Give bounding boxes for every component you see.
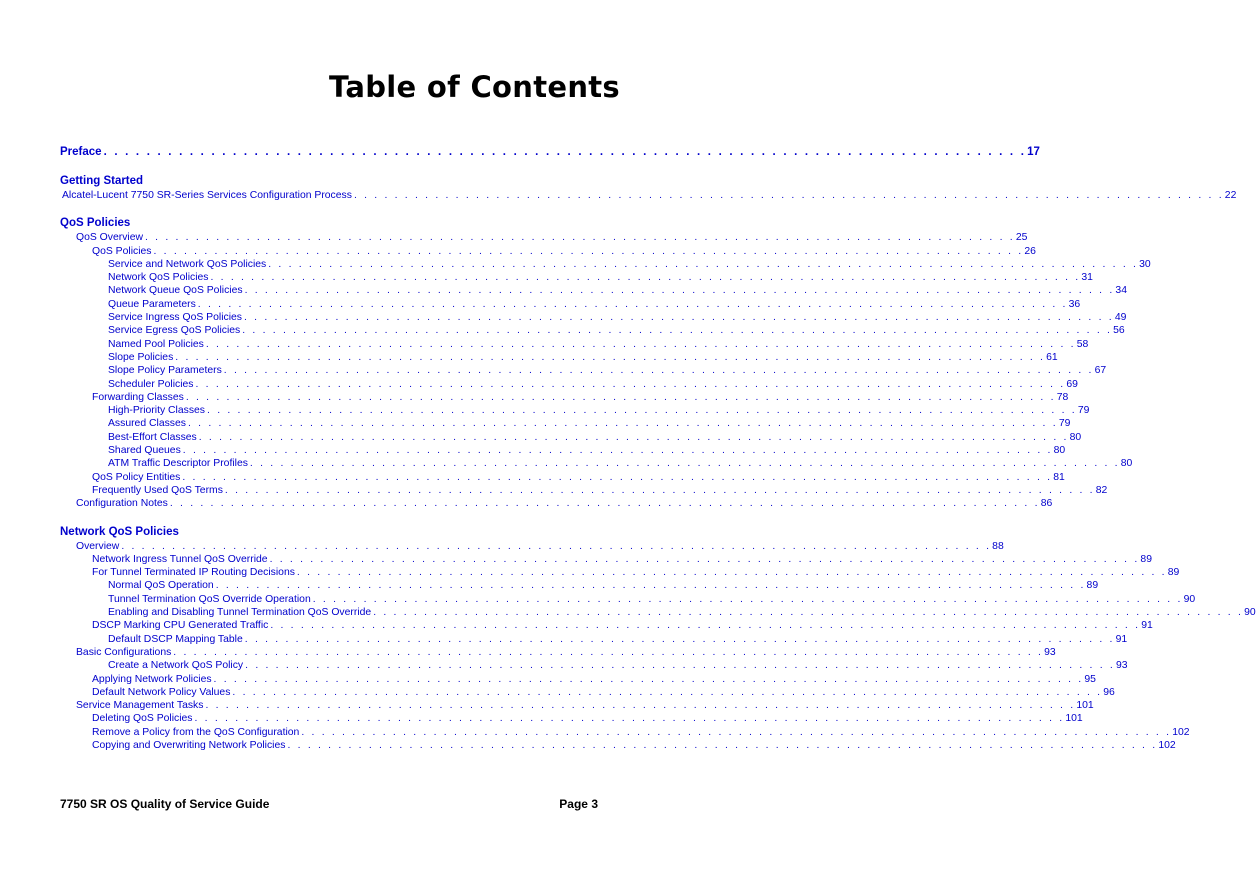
toc-entry-label: Scheduler Policies: [108, 378, 194, 390]
toc-entry[interactable]: [60, 633, 1128, 646]
dot-leader: . . . . . . . . . . . . . . . . . . . . . . . . . . . . . . . . . . . . . . . . . . . . . . . . . . . . . . . . . . . . . . . . . . . . . . . . . . . . . . . . . . . . . .: [175, 351, 1046, 363]
toc-entry[interactable]: [60, 497, 1053, 510]
dot-leader: . . . . . . . . . . . . . . . . . . . . . . . . . . . . . . . . . . . . . . . . . . . . . . . . . . . . . . . . . . . . . . . . . . . . . . . . . . . . . . . . . . . . . .: [269, 553, 1140, 565]
toc-entry[interactable]: [60, 699, 1094, 712]
toc-entry[interactable]: [60, 606, 1256, 619]
toc-entry-label: ATM Traffic Descriptor Profiles: [108, 458, 248, 470]
toc-entry-page: 80: [1053, 445, 1066, 457]
toc-entry[interactable]: [60, 298, 1081, 311]
toc-entry-label: Preface: [60, 146, 102, 158]
dot-leader: . . . . . . . . . . . . . . . . . . . . . . . . . . . . . . . . . . . . . . . . . . . . . . . . . . . . . . . . . . . . . . . . . . . . . . . . . . . . . . . . . . . . . .: [268, 258, 1139, 270]
toc-entry[interactable]: [60, 364, 1107, 377]
toc-entry[interactable]: [60, 284, 1127, 297]
toc-entry-page: 89: [1086, 580, 1099, 592]
toc-entry-label: Network QoS Policies: [108, 272, 209, 284]
toc-entry-label: Slope Policies: [108, 351, 174, 363]
toc-entry-page: 93: [1116, 660, 1128, 672]
toc-entry[interactable]: [60, 457, 1133, 470]
toc-entry-label: Frequently Used QoS Terms: [92, 484, 223, 496]
toc-entry-label: QoS Policies: [92, 245, 152, 257]
toc-entry-page: 78: [1056, 391, 1069, 403]
toc-entry-label: Overview: [76, 540, 120, 552]
dot-leader: . . . . . . . . . . . . . . . . . . . . . . . . . . . . . . . . . . . . . . . . . . . . . . . . . . . . . . . . . . . . . . . . . . . . . . . . . . . . . . . . . . . . . .: [243, 312, 1114, 324]
toc-entry-page: 90: [1183, 593, 1196, 605]
toc-entry-label: Network Ingress Tunnel QoS Override: [92, 553, 268, 565]
dot-leader: . . . . . . . . . . . . . . . . . . . . . . . . . . . . . . . . . . . . . . . . . . . . . . . . . . . . . . . . . . . . . . . . . . . . . . . . . . . . . . . . . . . . . .: [185, 391, 1056, 403]
toc-section: [60, 216, 1151, 510]
toc-entry-label: Copying and Overwriting Network Policies: [92, 739, 286, 751]
toc-entry-page: 101: [1076, 700, 1094, 712]
dot-leader: . . . . . . . . . . . . . . . . . . . . . . . . . . . . . . . . . . . . . . . . . . . . . . . . . . . . . . . . . . . . . . . . . . . . . . . . . . . . . . . . . . . . . .: [182, 471, 1053, 483]
dot-leader: . . . . . . . . . . . . . . . . . . . . . . . . . . . . . . . . . . . . . . . . . . . . . . . . . . . . . . . . . . . . . . . . . . . . . . . . . . . . . . . . . . . . . .: [296, 567, 1167, 579]
toc-entry[interactable]: [60, 189, 1237, 202]
toc-entry[interactable]: [60, 712, 1083, 725]
toc-entry[interactable]: [60, 471, 1065, 484]
toc-entry-label: Deleting QoS Policies: [92, 713, 193, 725]
toc-entry[interactable]: [60, 311, 1127, 324]
toc-entry[interactable]: [60, 258, 1151, 271]
dot-leader: . . . . . . . . . . . . . . . . . . . . . . . . . . . . . . . . . . . . . . . . . . . . . . . . . . . . . . . . . . . . . . . . . . . . . . . . . . . . . . . . . . . . . .: [312, 593, 1183, 605]
toc-entry-page: 102: [1172, 726, 1190, 738]
toc-entry-page: 31: [1081, 272, 1093, 284]
dot-leader: . . . . . . . . . . . . . . . . . . . . . . . . . . . . . . . . . . . . . . . . . . . . . . . . . . . . . . . . . . . . . . . . . . . . . . . . . . . . . . . . . . . . . .: [121, 540, 992, 552]
dot-leader: . . . . . . . . . . . . . . . . . . . . . . . . . . . . . . . . . . . . . . . . . . . . . . . . . . . . . . . . . . . . . . . . . . . . . . . . . . . . . . . . . . . . . .: [103, 146, 1027, 158]
toc-entry[interactable]: [60, 593, 1196, 606]
toc-entry[interactable]: [60, 673, 1096, 686]
toc-entry-label: Slope Policy Parameters: [108, 365, 222, 377]
toc-entry-label: Basic Configurations: [76, 646, 172, 658]
toc-entry[interactable]: [60, 659, 1128, 672]
toc-entry-label: Applying Network Policies: [92, 673, 212, 685]
toc-entry[interactable]: [60, 686, 1115, 699]
dot-leader: . . . . . . . . . . . . . . . . . . . . . . . . . . . . . . . . . . . . . . . . . . . . . . . . . . . . . . . . . . . . . . . . . . . . . . . . . . . . . . . . . . . . . .: [249, 458, 1120, 470]
toc-entry-label: Remove a Policy from the QoS Configuration: [92, 726, 300, 738]
toc-entry-page: 17: [1027, 146, 1040, 158]
toc-entry[interactable]: [60, 417, 1071, 430]
toc-entry-page: 67: [1094, 365, 1107, 377]
toc-entry-label: Service and Network QoS Policies: [108, 258, 267, 270]
toc-entry-page: 102: [1158, 739, 1176, 751]
toc-entry-page: 86: [1040, 498, 1053, 510]
dot-leader: . . . . . . . . . . . . . . . . . . . . . . . . . . . . . . . . . . . . . . . . . . . . . . . . . . . . . . . . . . . . . . . . . . . . . . . . . . . . . . . . . . . . . .: [153, 245, 1024, 257]
dot-leader: . . . . . . . . . . . . . . . . . . . . . . . . . . . . . . . . . . . . . . . . . . . . . . . . . . . . . . . . . . . . . . . . . . . . . . . . . . . . . . . . . . . . . .: [182, 445, 1053, 457]
toc-entry-label: High-Priority Classes: [108, 405, 206, 417]
toc-entry[interactable]: [60, 145, 1040, 160]
dot-leader: . . . . . . . . . . . . . . . . . . . . . . . . . . . . . . . . . . . . . . . . . . . . . . . . . . . . . . . . . . . . . . . . . . . . . . . . . . . . . . . . . . . . . .: [187, 418, 1058, 430]
dot-leader: . . . . . . . . . . . . . . . . . . . . . . . . . . . . . . . . . . . . . . . . . . . . . . . . . . . . . . . . . . . . . . . . . . . . . . . . . . . . . . . . . . . . . .: [210, 272, 1081, 284]
toc-entry-label: Named Pool Policies: [108, 338, 204, 350]
toc-entry-page: 79: [1058, 418, 1071, 430]
toc-entry[interactable]: [60, 351, 1058, 364]
toc-entry-page: 36: [1068, 298, 1081, 310]
dot-leader: . . . . . . . . . . . . . . . . . . . . . . . . . . . . . . . . . . . . . . . . . . . . . . . . . . . . . . . . . . . . . . . . . . . . . . . . . . . . . . . . . . . . . .: [198, 431, 1069, 443]
toc-entry[interactable]: [60, 245, 1036, 258]
toc-entry-page: 26: [1024, 245, 1036, 257]
toc-entry-page: 89: [1140, 553, 1152, 565]
dot-leader: . . . . . . . . . . . . . . . . . . . . . . . . . . . . . . . . . . . . . . . . . . . . . . . . . . . . . . . . . . . . . . . . . . . . . . . . . . . . . . . . . . . . . .: [232, 686, 1103, 698]
table-of-contents: [60, 145, 1256, 766]
toc-entry[interactable]: [60, 391, 1069, 404]
toc-entry-label: Configuration Notes: [76, 498, 168, 510]
toc-entry-page: 56: [1113, 325, 1125, 337]
dot-leader: . . . . . . . . . . . . . . . . . . . . . . . . . . . . . . . . . . . . . . . . . . . . . . . . . . . . . . . . . . . . . . . . . . . . . . . . . . . . . . . . . . . . . .: [270, 620, 1141, 632]
dot-leader: . . . . . . . . . . . . . . . . . . . . . . . . . . . . . . . . . . . . . . . . . . . . . . . . . . . . . . . . . . . . . . . . . . . . . . . . . . . . . . . . . . . . . .: [242, 325, 1113, 337]
toc-entry[interactable]: [60, 540, 1004, 553]
toc-section-heading[interactable]: Getting Started: [60, 175, 144, 187]
dot-leader: . . . . . . . . . . . . . . . . . . . . . . . . . . . . . . . . . . . . . . . . . . . . . . . . . . . . . . . . . . . . . . . . . . . . . . . . . . . . . . . . . . . . . .: [244, 285, 1115, 297]
toc-entry-label: Network Queue QoS Policies: [108, 285, 243, 297]
toc-entry-page: 25: [1015, 232, 1028, 244]
toc-section-heading[interactable]: Network QoS Policies: [60, 525, 179, 538]
toc-entry-page: 91: [1141, 620, 1153, 632]
toc-entry[interactable]: [60, 646, 1056, 659]
toc-entry-label: Queue Parameters: [108, 298, 196, 310]
toc-entry-page: 58: [1076, 338, 1089, 350]
toc-entry-label: For Tunnel Terminated IP Routing Decisions: [92, 567, 295, 579]
toc-entry-page: 22: [1224, 190, 1237, 201]
toc-section: [60, 174, 1237, 202]
toc-entry-page: 95: [1084, 673, 1096, 685]
dot-leader: . . . . . . . . . . . . . . . . . . . . . . . . . . . . . . . . . . . . . . . . . . . . . . . . . . . . . . . . . . . . . . . . . . . . . . . . . . . . . . . . . . . . . .: [205, 700, 1076, 712]
toc-section: [60, 145, 1040, 160]
toc-entry-page: 96: [1103, 686, 1115, 698]
toc-entry-label: Tunnel Termination QoS Override Operation: [108, 593, 311, 605]
dot-leader: . . . . . . . . . . . . . . . . . . . . . . . . . . . . . . . . . . . . . . . . . . . . . . . . . . . . . . . . . . . . . . . . . . . . . . . . . . . . . . . . . . . . . .: [215, 580, 1086, 592]
toc-entry-label: Normal QoS Operation: [108, 580, 214, 592]
toc-entry-label: Forwarding Classes: [92, 391, 184, 403]
toc-entry[interactable]: [60, 324, 1125, 337]
toc-entry[interactable]: [60, 484, 1108, 497]
toc-entry-page: 80: [1120, 458, 1133, 470]
dot-leader: . . . . . . . . . . . . . . . . . . . . . . . . . . . . . . . . . . . . . . . . . . . . . . . . . . . . . . . . . . . . . . . . . . . . . . . . . . . . . . . . . . . . . .: [213, 673, 1084, 685]
toc-entry-label: Alcatel-Lucent 7750 SR-Series Services Configuration Process: [62, 190, 352, 201]
dot-leader: . . . . . . . . . . . . . . . . . . . . . . . . . . . . . . . . . . . . . . . . . . . . . . . . . . . . . . . . . . . . . . . . . . . . . . . . . . . . . . . . . . . . . .: [373, 607, 1244, 619]
toc-entry[interactable]: [60, 378, 1078, 391]
dot-leader: . . . . . . . . . . . . . . . . . . . . . . . . . . . . . . . . . . . . . . . . . . . . . . . . . . . . . . . . . . . . . . . . . . . . . . . . . . . . . . . . . . . . . .: [301, 726, 1172, 738]
toc-entry[interactable]: [60, 579, 1099, 592]
toc-entry[interactable]: [60, 444, 1066, 457]
dot-leader: . . . . . . . . . . . . . . . . . . . . . . . . . . . . . . . . . . . . . . . . . . . . . . . . . . . . . . . . . . . . . . . . . . . . . . . . . . . . . . . . . . . . . .: [195, 378, 1066, 390]
page-footer: [60, 797, 598, 811]
dot-leader: . . . . . . . . . . . . . . . . . . . . . . . . . . . . . . . . . . . . . . . . . . . . . . . . . . . . . . . . . . . . . . . . . . . . . . . . . . . . . . . . . . . . . .: [224, 484, 1095, 496]
toc-entry-label: Assured Classes: [108, 418, 186, 430]
dot-leader: . . . . . . . . . . . . . . . . . . . . . . . . . . . . . . . . . . . . . . . . . . . . . . . . . . . . . . . . . . . . . . . . . . . . . . . . . . . . . . . . . . . . . .: [144, 232, 1015, 244]
toc-entry-label: QoS Policy Entities: [92, 471, 181, 483]
toc-entry[interactable]: [60, 739, 1176, 752]
toc-entry-label: Best-Effort Classes: [108, 431, 197, 443]
toc-entry-label: Service Egress QoS Policies: [108, 325, 241, 337]
toc-entry-page: 34: [1115, 285, 1127, 297]
toc-entry-page: 89: [1167, 567, 1180, 579]
toc-entry-page: 93: [1044, 646, 1056, 658]
toc-entry-page: 49: [1114, 312, 1127, 324]
document-title: 7750 SR OS Quality of Service Guide: [60, 797, 270, 811]
toc-entry-label: QoS Overview: [76, 232, 143, 244]
toc-entry-page: 81: [1053, 471, 1065, 483]
dot-leader: . . . . . . . . . . . . . . . . . . . . . . . . . . . . . . . . . . . . . . . . . . . . . . . . . . . . . . . . . . . . . . . . . . . . . . . . . . . . . . . . . . . . . .: [353, 190, 1224, 201]
dot-leader: . . . . . . . . . . . . . . . . . . . . . . . . . . . . . . . . . . . . . . . . . . . . . . . . . . . . . . . . . . . . . . . . . . . . . . . . . . . . . . . . . . . . . .: [244, 633, 1115, 645]
dot-leader: . . . . . . . . . . . . . . . . . . . . . . . . . . . . . . . . . . . . . . . . . . . . . . . . . . . . . . . . . . . . . . . . . . . . . . . . . . . . . . . . . . . . . .: [197, 298, 1068, 310]
dot-leader: . . . . . . . . . . . . . . . . . . . . . . . . . . . . . . . . . . . . . . . . . . . . . . . . . . . . . . . . . . . . . . . . . . . . . . . . . . . . . . . . . . . . . .: [287, 739, 1158, 751]
page-title: Table of Contents: [329, 70, 620, 104]
page-number: Page 3: [559, 797, 598, 811]
toc-entry-page: 82: [1095, 484, 1108, 496]
toc-entry-page: 80: [1069, 431, 1082, 443]
toc-entry-page: 30: [1139, 258, 1151, 270]
dot-leader: . . . . . . . . . . . . . . . . . . . . . . . . . . . . . . . . . . . . . . . . . . . . . . . . . . . . . . . . . . . . . . . . . . . . . . . . . . . . . . . . . . . . . .: [245, 660, 1115, 672]
toc-entry[interactable]: [60, 231, 1028, 244]
dot-leader: . . . . . . . . . . . . . . . . . . . . . . . . . . . . . . . . . . . . . . . . . . . . . . . . . . . . . . . . . . . . . . . . . . . . . . . . . . . . . . . . . . . . . .: [194, 713, 1065, 725]
toc-entry-page: 91: [1115, 633, 1128, 645]
toc-entry[interactable]: [60, 338, 1089, 351]
toc-entry-page: 79: [1077, 405, 1090, 417]
toc-entry[interactable]: [60, 619, 1153, 632]
toc-entry-page: 88: [992, 540, 1004, 552]
toc-entry-page: 69: [1066, 378, 1078, 390]
toc-entry-label: Shared Queues: [108, 445, 181, 457]
toc-section-heading[interactable]: QoS Policies: [60, 217, 131, 230]
dot-leader: . . . . . . . . . . . . . . . . . . . . . . . . . . . . . . . . . . . . . . . . . . . . . . . . . . . . . . . . . . . . . . . . . . . . . . . . . . . . . . . . . . . . . .: [223, 365, 1094, 377]
toc-entry-label: Default DSCP Mapping Table: [108, 633, 243, 645]
dot-leader: . . . . . . . . . . . . . . . . . . . . . . . . . . . . . . . . . . . . . . . . . . . . . . . . . . . . . . . . . . . . . . . . . . . . . . . . . . . . . . . . . . . . . .: [169, 498, 1040, 510]
dot-leader: . . . . . . . . . . . . . . . . . . . . . . . . . . . . . . . . . . . . . . . . . . . . . . . . . . . . . . . . . . . . . . . . . . . . . . . . . . . . . . . . . . . . . .: [207, 405, 1077, 417]
toc-entry-page: 90: [1244, 607, 1256, 619]
toc-entry-label: DSCP Marking CPU Generated Traffic: [92, 620, 269, 632]
toc-entry[interactable]: [60, 271, 1093, 284]
toc-entry-label: Service Ingress QoS Policies: [108, 312, 242, 324]
toc-entry[interactable]: [60, 431, 1082, 444]
toc-entry-label: Enabling and Disabling Tunnel Termination QoS Override: [108, 607, 372, 619]
toc-section: [60, 525, 1256, 753]
toc-entry-page: 61: [1046, 351, 1058, 363]
toc-entry[interactable]: [60, 404, 1090, 417]
toc-entry[interactable]: [60, 726, 1190, 739]
toc-entry-label: Service Management Tasks: [76, 700, 204, 712]
dot-leader: . . . . . . . . . . . . . . . . . . . . . . . . . . . . . . . . . . . . . . . . . . . . . . . . . . . . . . . . . . . . . . . . . . . . . . . . . . . . . . . . . . . . . .: [205, 338, 1076, 350]
toc-entry-page: 101: [1065, 713, 1083, 725]
toc-entry[interactable]: [60, 553, 1152, 566]
toc-entry-label: Default Network Policy Values: [92, 686, 231, 698]
dot-leader: . . . . . . . . . . . . . . . . . . . . . . . . . . . . . . . . . . . . . . . . . . . . . . . . . . . . . . . . . . . . . . . . . . . . . . . . . . . . . . . . . . . . . .: [173, 646, 1044, 658]
toc-entry-label: Create a Network QoS Policy: [108, 660, 244, 672]
toc-entry[interactable]: [60, 566, 1180, 579]
